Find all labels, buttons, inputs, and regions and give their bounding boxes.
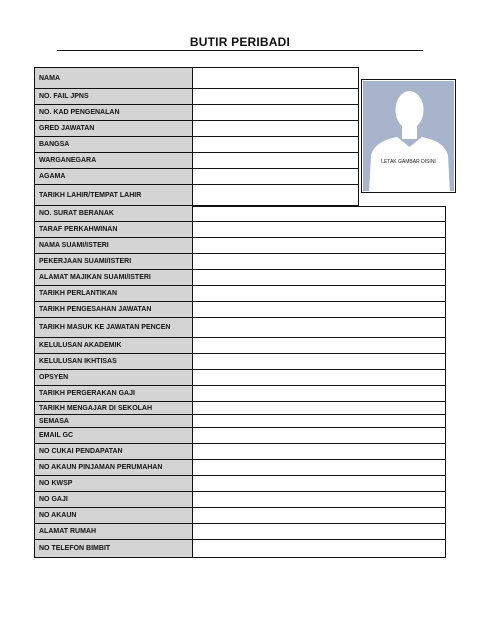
field-value[interactable] (193, 460, 446, 476)
form-row (34, 354, 446, 370)
field-value[interactable] (193, 121, 359, 137)
person-silhouette-icon (363, 81, 454, 191)
field-value[interactable] (193, 540, 446, 558)
field-value[interactable] (193, 444, 446, 460)
form-row (34, 318, 446, 338)
field-label: TARIKH MASUK KE JAWATAN PENCEN (34, 318, 193, 338)
form-row (34, 386, 446, 402)
field-value[interactable] (193, 508, 446, 524)
field-label: NO KWSP (34, 476, 193, 492)
field-value[interactable] (193, 286, 446, 302)
field-label: TARAF PERKAHWINAN (34, 222, 193, 238)
form-row (34, 460, 446, 476)
field-label: NAMA SUAMI/ISTERI (34, 238, 193, 254)
field-label: NO. SURAT BERANAK (34, 206, 193, 222)
form-row (34, 540, 446, 558)
field-value[interactable] (193, 67, 359, 89)
field-value[interactable] (193, 492, 446, 508)
field-value[interactable] (193, 370, 446, 386)
field-value[interactable] (193, 476, 446, 492)
form-row (34, 206, 446, 222)
field-label: BANGSA (34, 137, 193, 153)
form-row (34, 121, 359, 137)
field-label: ALAMAT RUMAH (34, 524, 193, 540)
field-label: NO. FAIL JPNS (34, 89, 193, 105)
field-value[interactable] (193, 524, 446, 540)
field-value[interactable] (193, 89, 359, 105)
field-label: NAMA (34, 67, 193, 89)
field-value[interactable] (193, 153, 359, 169)
field-label: KELULUSAN AKADEMIK (34, 338, 193, 354)
field-label: PEKERJAAN SUAMI/ISTERI (34, 254, 193, 270)
form-row (34, 286, 446, 302)
field-label: TARIKH LAHIR/TEMPAT LAHIR (34, 185, 193, 206)
form-row (34, 270, 446, 286)
field-label: EMAIL GC (34, 428, 193, 444)
form-row (34, 185, 359, 206)
field-label: NO AKAUN (34, 508, 193, 524)
field-label: ALAMAT MAJIKAN SUAMI/ISTERI (34, 270, 193, 286)
field-value[interactable] (193, 270, 446, 286)
field-value[interactable] (193, 386, 446, 402)
field-value[interactable] (193, 238, 446, 254)
field-label: GRED JAWATAN (34, 121, 193, 137)
field-label: TARIKH PENGESAHAN JAWATAN (34, 302, 193, 318)
form-row (34, 428, 446, 444)
field-value[interactable] (193, 169, 359, 185)
field-value[interactable] (193, 302, 446, 318)
form-row (34, 338, 446, 354)
field-value[interactable] (193, 185, 359, 206)
field-value[interactable] (193, 206, 446, 222)
form-row (34, 492, 446, 508)
field-label: NO GAJI (34, 492, 193, 508)
form-row (34, 370, 446, 386)
field-value[interactable] (193, 222, 446, 238)
field-value[interactable] (193, 402, 446, 415)
form-row (34, 169, 359, 185)
field-value[interactable] (193, 354, 446, 370)
field-value[interactable] (193, 254, 446, 270)
field-label: TARIKH PERLANTIKAN (34, 286, 193, 302)
field-label: NO. KAD PENGENALAN (34, 105, 193, 121)
field-value[interactable] (193, 428, 446, 444)
field-label: TARIKH MENGAJAR DI SEKOLAH (34, 402, 193, 415)
field-value[interactable] (193, 105, 359, 121)
field-label: TARIKH PERGERAKAN GAJI (34, 386, 193, 402)
form-row (34, 67, 359, 89)
form-row (34, 238, 446, 254)
field-value[interactable] (193, 137, 359, 153)
title-underline (57, 50, 423, 51)
field-label: NO AKAUN PINJAMAN PERUMAHAN (34, 460, 193, 476)
field-label: SEMASA (34, 415, 193, 428)
field-value[interactable] (193, 415, 446, 428)
form-row (34, 254, 446, 270)
form-row (34, 222, 446, 238)
form-row (34, 137, 359, 153)
photo-caption: LETAK GAMBAR DISINI (381, 159, 436, 165)
form-row (34, 508, 446, 524)
field-value[interactable] (193, 318, 446, 338)
field-label: OPSYEN (34, 370, 193, 386)
form-row (34, 444, 446, 460)
field-label: NO TELEFON BIMBIT (34, 540, 193, 558)
field-label: KELULUSAN IKHTISAS (34, 354, 193, 370)
form-row (34, 153, 359, 169)
form-row (34, 415, 446, 428)
photo-area (363, 81, 454, 191)
field-value[interactable] (193, 338, 446, 354)
form-row (34, 89, 359, 105)
form-row (34, 524, 446, 540)
form-row (34, 302, 446, 318)
field-label: AGAMA (34, 169, 193, 185)
form-row (34, 476, 446, 492)
form-row (34, 105, 359, 121)
field-label: WARGANEGARA (34, 153, 193, 169)
photo-placeholder[interactable] (361, 79, 456, 193)
field-label: NO CUKAI PENDAPATAN (34, 444, 193, 460)
form-row (34, 402, 446, 415)
page-title: BUTIR PERIBADI (189, 35, 291, 49)
